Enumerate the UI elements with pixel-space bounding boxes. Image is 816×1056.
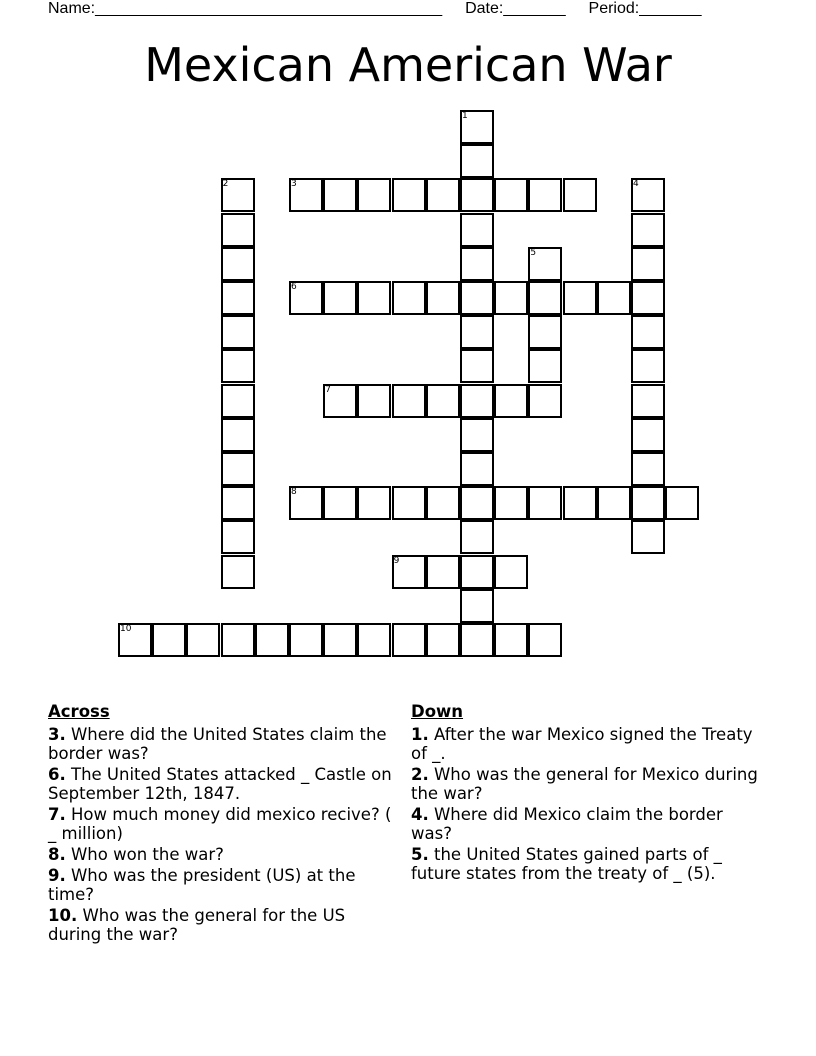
grid-cell[interactable] [392, 178, 426, 212]
grid-cell[interactable] [323, 178, 357, 212]
grid-cell[interactable] [221, 555, 255, 589]
clue-item: 8. Who won the war? [48, 845, 224, 864]
across-clues [48, 702, 393, 946]
grid-cell[interactable] [528, 315, 562, 349]
clue-item: 7. How much money did mexico recive? ( _ million) [48, 805, 392, 843]
clue-item: 2. Who was the general for Mexico during the war? [411, 765, 758, 803]
grid-cell[interactable] [221, 315, 255, 349]
grid-cell[interactable] [392, 281, 426, 315]
grid-cell[interactable] [221, 349, 255, 383]
grid-cell[interactable] [357, 178, 391, 212]
grid-cell[interactable] [426, 178, 460, 212]
grid-cell[interactable] [460, 349, 494, 383]
clue-item: 3. Where did the United States claim the border was? [48, 725, 387, 763]
grid-cell[interactable] [460, 247, 494, 281]
grid-cell[interactable] [221, 384, 255, 418]
grid-cell[interactable] [528, 281, 562, 315]
grid-cell[interactable] [221, 623, 255, 657]
clue-item: 1. After the war Mexico signed the Treaty of _. [411, 725, 753, 763]
grid-cell[interactable] [460, 315, 494, 349]
grid-cell[interactable] [221, 520, 255, 554]
cell-number: 5 [530, 247, 537, 258]
grid-cell[interactable] [494, 623, 528, 657]
grid-cell[interactable] [528, 349, 562, 383]
grid-cell[interactable] [186, 623, 220, 657]
grid-cell[interactable] [221, 213, 255, 247]
grid-cell[interactable] [460, 178, 494, 212]
grid-cell[interactable] [392, 384, 426, 418]
cell-number: 3 [291, 179, 297, 190]
grid-cell[interactable] [323, 486, 357, 520]
period-line[interactable]: _______ [639, 0, 702, 17]
grid-cell[interactable] [426, 384, 460, 418]
grid-cell[interactable] [289, 623, 323, 657]
grid-cell[interactable] [323, 623, 357, 657]
grid-cell[interactable] [460, 452, 494, 486]
name-line[interactable]: _______________________________________ [95, 0, 443, 17]
grid-cell[interactable] [460, 486, 494, 520]
grid-cell[interactable] [631, 315, 665, 349]
grid-cell[interactable] [528, 623, 562, 657]
grid-cell[interactable] [494, 281, 528, 315]
grid-cell[interactable] [392, 623, 426, 657]
grid-cell[interactable] [221, 281, 255, 315]
grid-cell[interactable] [597, 281, 631, 315]
grid-cell[interactable] [631, 418, 665, 452]
across-heading: Across [48, 702, 110, 721]
cell-number: 8 [291, 487, 297, 498]
grid-cell[interactable] [631, 520, 665, 554]
grid-cell[interactable] [631, 349, 665, 383]
grid-cell[interactable] [152, 623, 186, 657]
grid-cell[interactable] [426, 555, 460, 589]
page-title: Mexican American War [144, 38, 672, 92]
grid-cell[interactable] [221, 486, 255, 520]
grid-cell[interactable] [255, 623, 289, 657]
grid-cell[interactable] [460, 213, 494, 247]
grid-cell[interactable] [460, 418, 494, 452]
grid-cell[interactable] [665, 486, 699, 520]
cell-number: 6 [291, 282, 297, 292]
grid-cell[interactable] [392, 486, 426, 520]
clue-item: 10. Who was the general for the US during the war? [48, 906, 346, 944]
grid-cell[interactable] [460, 520, 494, 554]
clue-item: 4. Where did Mexico claim the border was? [411, 805, 723, 843]
grid-cell[interactable] [460, 144, 494, 178]
grid-cell[interactable] [357, 486, 391, 520]
grid-cell[interactable] [494, 555, 528, 589]
cell-number: 4 [633, 179, 639, 190]
grid-cell[interactable] [357, 281, 391, 315]
down-heading: Down [411, 702, 464, 721]
grid-cell[interactable] [631, 486, 665, 520]
grid-cell[interactable] [460, 281, 494, 315]
clue-item: 6. The United States attacked _ Castle on September 12th, 1847. [48, 765, 392, 803]
grid-cell[interactable] [631, 281, 665, 315]
name-label: Name: [48, 0, 96, 17]
clue-item: 9. Who was the president (US) at the time? [48, 866, 356, 904]
date-label: Date: [465, 0, 504, 17]
grid-cell[interactable] [221, 418, 255, 452]
grid-cell[interactable] [528, 486, 562, 520]
grid-cell[interactable] [460, 623, 494, 657]
grid-cell[interactable] [357, 384, 391, 418]
grid-cell[interactable] [460, 384, 494, 418]
grid-cell[interactable] [426, 486, 460, 520]
grid-cell[interactable] [631, 213, 665, 247]
grid-cell[interactable] [357, 623, 391, 657]
grid-cell[interactable] [631, 384, 665, 418]
grid-cell[interactable] [221, 452, 255, 486]
grid-cell[interactable] [494, 384, 528, 418]
grid-cell[interactable] [528, 178, 562, 212]
grid-cell[interactable] [221, 247, 255, 281]
cell-number: 1 [462, 111, 468, 121]
grid-cell[interactable] [494, 178, 528, 212]
grid-cell[interactable] [597, 486, 631, 520]
grid-cell[interactable] [563, 486, 597, 520]
cell-number: 7 [325, 384, 331, 395]
date-line[interactable]: _______ [503, 0, 566, 17]
grid-cell[interactable] [460, 589, 494, 623]
cell-number: 10 [120, 624, 132, 634]
grid-cell[interactable] [528, 384, 562, 418]
grid-cell[interactable] [563, 178, 597, 212]
clue-item: 5. the United States gained parts of _ future states from the treaty of _ (5). [411, 845, 722, 883]
grid-cell[interactable] [631, 247, 665, 281]
grid-cell[interactable] [426, 281, 460, 315]
grid-cell[interactable] [426, 623, 460, 657]
grid-cell[interactable] [631, 452, 665, 486]
cell-number: 9 [393, 555, 400, 566]
cell-number: 2 [222, 179, 229, 190]
grid-cell[interactable] [563, 281, 597, 315]
grid-cell[interactable] [494, 486, 528, 520]
grid-cell[interactable] [323, 281, 357, 315]
down-clues [411, 702, 761, 885]
grid-cell[interactable] [460, 555, 494, 589]
period-label: Period: [588, 0, 640, 17]
